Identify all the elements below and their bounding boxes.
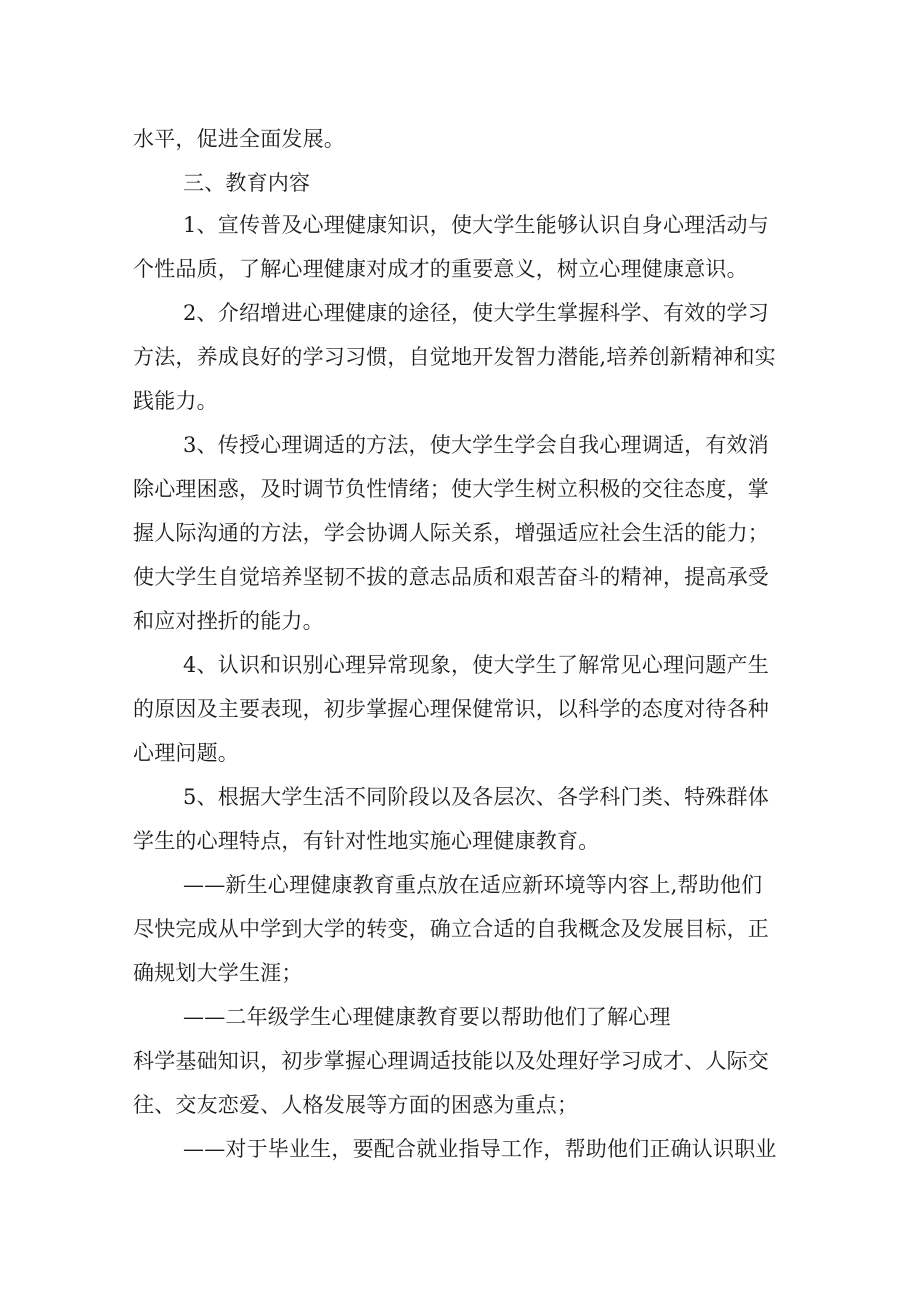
item-2-line-2: 方法，养成良好的学习习惯，自觉地开发智力潜能,培养创新精神和实 [133,345,776,369]
section-heading: 三、教育内容 [183,171,311,195]
item-5-line-1: 5、根据大学生活不同阶段以及各层次、各学科门类、特殊群体 [183,785,769,809]
item-4-line-2: 的原因及主要表现，初步掌握心理保健常识，以科学的态度对待各种 [133,697,769,721]
item-3-line-1: 3、传授心理调适的方法，使大学生学会自我心理调适，有效消 [183,433,769,457]
item-2-line-3: 践能力。 [133,389,218,413]
item-1-line-1: 1、宣传普及心理健康知识，使大学生能够认识自身心理活动与 [183,213,769,237]
sophomore-line-1: ——二年级学生心理健康教育要以帮助他们了解心理 [183,1005,671,1029]
item-4-line-1: 4、认识和识别心理异常现象，使大学生了解常见心理问题产生 [183,653,769,677]
item-1-line-2: 个性品质，了解心理健康对成才的重要意义，树立心理健康意识。 [133,257,748,281]
item-2-line-1: 2、介绍增进心理健康的途径，使大学生掌握科学、有效的学习 [183,301,769,325]
item-3-line-5: 和应对挫折的能力。 [133,609,324,633]
sophomore-line-2: 科学基础知识，初步掌握心理调适技能以及处理好学习成才、人际交 [133,1049,769,1073]
freshman-line-1: ——新生心理健康教育重点放在适应新环境等内容上,帮助他们 [183,873,763,897]
item-3-line-4: 使大学生自觉培养坚韧不拔的意志品质和艰苦奋斗的精神，提高承受 [133,565,769,589]
freshman-line-2: 尽快完成从中学到大学的转变，确立合适的自我概念及发展目标，正 [133,917,769,941]
freshman-line-3: 确规划大学生涯； [133,961,303,985]
item-5-line-2: 学生的心理特点，有针对性地实施心理健康教育。 [133,829,600,853]
item-4-line-3: 心理问题。 [133,741,239,765]
item-3-line-3: 握人际沟通的方法，学会协调人际关系，增强适应社会生活的能力； [133,521,769,545]
item-3-line-2: 除心理困惑，及时调节负性情绪；使大学生树立积极的交往态度，掌 [133,477,769,501]
text-line-continuation: 水平，促进全面发展。 [133,127,345,151]
graduate-line-1: ——对于毕业生，要配合就业指导工作，帮助他们正确认识职业 [183,1137,777,1161]
sophomore-line-3: 往、交友恋爱、人格发展等方面的困惑为重点； [133,1093,579,1117]
